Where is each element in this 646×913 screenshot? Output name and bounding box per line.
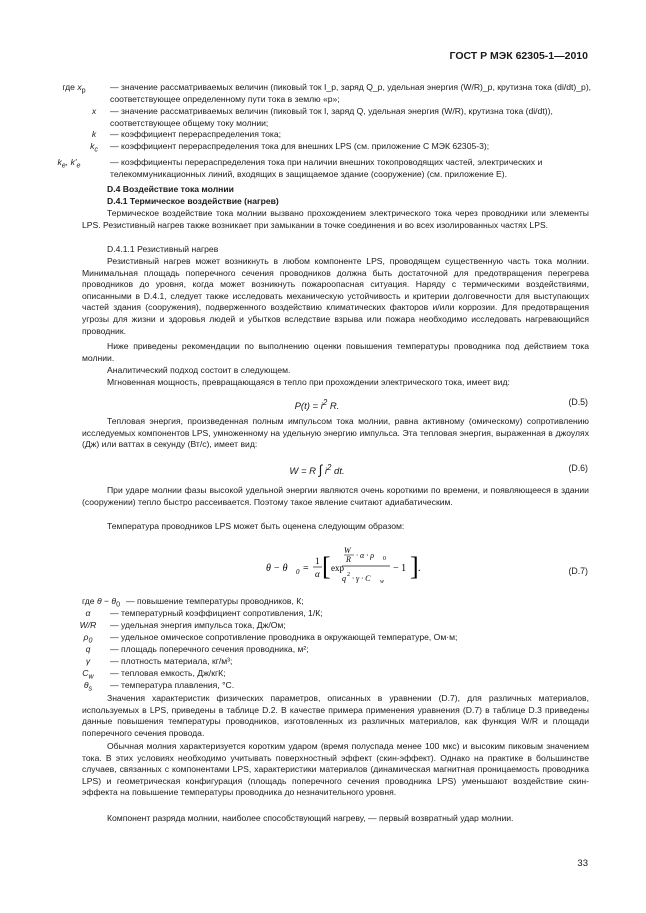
svg-text:θ − θ: θ − θ xyxy=(266,563,288,574)
definition-xp xyxy=(62,82,592,106)
paragraph: Температура проводников LPS может быть оценена следующим образом: xyxy=(107,521,405,531)
definition-symbol: где $x_p$ xyxy=(62,82,86,95)
where-text: — температурный коэффициент сопротивления, 1/К; xyxy=(110,608,323,618)
where-symbol: где $\theta - \theta_0$ xyxy=(82,596,121,609)
definition-ke xyxy=(57,157,592,181)
definition-text: — значение рассматриваемых величин (пиковый ток I, заряд Q, удельная энергия (W/R), крутизна тока (di/dt)), соответствующее общему току молнии; xyxy=(110,106,553,128)
where-text: — тепловая емкость, Дж/кгК; xyxy=(110,668,226,678)
svg-text:q: q xyxy=(342,574,346,583)
paragraph: Тепловая энергия, произведенная полным импульсом тока молнии, равна активному (омическому) сопротивлению исследуемых компонентов LPS, умноженному на удельную энергию импульса. Эта тепловая энергия, выраженная в джоулях (Дж) или ваттах в секунду (Вт/с), имеет вид: xyxy=(82,416,589,450)
svg-text:0: 0 xyxy=(296,568,300,576)
svg-text:W: W xyxy=(344,546,351,555)
where-symbol: γ xyxy=(85,656,91,666)
where-symbol: W/R xyxy=(79,620,97,630)
svg-text:1: 1 xyxy=(315,556,320,566)
definition-text: — значение рассматриваемых величин (пиковый ток I_p, заряд Q_p, удельная энергия (W/R)_p, крутизна тока (di/dt)_p), соответствующее определенному пути тока в землю «p»; xyxy=(110,82,592,104)
section-d4111: D.4.1.1 Резистивный нагрев xyxy=(107,244,219,254)
equation-d5: $P(t) = i^2$ R. xyxy=(294,398,340,413)
paragraph: Резистивный нагрев может возникнуть в любом компоненте LPS, проводящем существенную часть тока молнии. Минимальная площадь поперечного сечения проводников должна быть достаточной для предотвращения перегрева проводников до уровня, когда может возникнуть пожароопасная ситуация. Наряду с термическими воздействиями, описанными в D.4.1, следует также исследовать механическую устойчивость и критерии долговечности для выступающих частей здания (сооружения), подверженного воздействию климатических факторов и/или коррозии. Для предотвращения угрозы для жизни и здоровья людей и убытков вследствие взрыва или пожара необходимо исследовать нагревающийся проводник. xyxy=(82,256,589,336)
svg-text:w: w xyxy=(380,579,385,585)
paragraph: Ниже приведены рекомендации по выполнению оценки повышения температуры проводника под действием тока молнии. xyxy=(82,341,589,363)
equation-number: (D.7) xyxy=(568,566,588,576)
paragraph: При ударе молнии фазы высокой удельной энергии являются очень короткими по времени, и появляющееся в здании (сооружении) тепло быстро рассеивается. Поэтому такое явление считают адиабатическим. xyxy=(82,485,589,507)
equation-number: (D.5) xyxy=(568,397,588,407)
svg-text:· γ · C: · γ · C xyxy=(352,574,371,583)
definition-k xyxy=(82,129,592,141)
where-symbol: $\rho_0$ xyxy=(83,632,93,645)
svg-text:α: α xyxy=(315,569,320,579)
svg-text:2: 2 xyxy=(347,572,350,578)
where-text: — повышение температуры проводников, К; xyxy=(126,596,304,606)
section-d41: D.4.1 Термическое воздействие (нагрев) xyxy=(107,196,279,206)
where-text: — удельное омическое сопротивление проводника в окружающей температуре, Ом·м; xyxy=(110,632,458,642)
paragraph: Значения характеристик физических параметров, описанных в уравнении (D.7), для различных материалов, используемых в LPS, приведены в таблице D.2. В качестве примера применения уравнения (D.7) в таблице D.3 приведены данные повышения температуры проводников, изготовленных из различных материалов, как функция W/R и площади поперечного сечения провода. xyxy=(82,693,589,738)
definition-kc xyxy=(82,141,592,153)
svg-text:· α · ρ: · α · ρ xyxy=(356,551,375,560)
where-symbol: α xyxy=(85,608,91,618)
definition-x xyxy=(82,106,592,130)
paragraph: Обычная молния характеризуется коротким ударом (время полуспада менее 100 мкс) и высоким пиковым значением тока. В этих условиях необходимо учитывать поверхностный эффект (скин-эффект). Однако на практике в большинстве случаев, связанных с компонентами LPS, характеристики материалов (динамическая магнитная проницаемость проводника LPS) и геометрическая конфигурация (площадь поперечного сечения проводника LPS) уменьшают воздействие скин-эффекта на повышение температуры проводника до незначительного уровня. xyxy=(82,741,589,798)
where-text: — удельная энергия импульса тока, Дж/Ом; xyxy=(110,620,286,630)
svg-text:.: . xyxy=(418,563,421,574)
svg-text:]: ] xyxy=(410,552,419,581)
definition-symbol: $k_e$, $k'_e$ xyxy=(57,157,81,170)
where-symbol: $\theta_s$ xyxy=(83,680,93,693)
svg-text:[: [ xyxy=(322,552,331,581)
equation-number: (D.6) xyxy=(568,463,588,473)
where-symbol: q xyxy=(85,644,91,654)
where-symbol: $C_w$ xyxy=(82,668,94,681)
where-text: — площадь поперечного сечения проводника, м²; xyxy=(110,644,309,654)
section-d4: D.4 Воздействие тока молнии xyxy=(107,184,234,194)
definition-symbol: k xyxy=(91,129,97,139)
svg-text:R: R xyxy=(346,555,351,564)
equation-d7 xyxy=(260,540,460,600)
definition-symbol: $k_c$ xyxy=(90,141,98,154)
definition-symbol: x xyxy=(91,106,97,116)
paragraph: Термическое воздействие тока молнии вызвано прохождением электрического тока через проводники или элементы LPS. Резистивный нагрев также возникает при замыкании в точке соединения и во всех изолированных частях LPS. xyxy=(82,208,589,230)
paragraph: Аналитический подход состоит в следующем. xyxy=(107,365,291,375)
where-text: — температура плавления, °С. xyxy=(110,680,235,690)
definition-text: — коэффициент перераспределения тока; xyxy=(110,129,282,139)
header-title: ГОСТ Р МЭК 62305-1—2010 xyxy=(449,50,588,62)
paragraph: Мгновенная мощность, превращающаяся в тепло при прохождении электрического тока, имеет вид: xyxy=(107,377,510,387)
svg-text:=: = xyxy=(303,563,309,574)
paragraph: Компонент разряда молнии, наиболее способствующий нагреву, — первый возвратный удар молнии. xyxy=(107,813,514,823)
definition-text: — коэффициенты перераспределения тока при наличии внешних токопроводящих частей, электрических и телекоммуникационных линий, входящих в защищаемое здание (сооружение) (см. приложение Е). xyxy=(110,157,543,179)
svg-text:0: 0 xyxy=(383,556,386,562)
equation-d6: W = R ∫ $i^2$ dt. xyxy=(289,462,345,478)
page-number: 33 xyxy=(577,858,588,869)
svg-text:exp: exp xyxy=(331,563,344,573)
definition-text: — коэффициент перераспределения тока для внешних LPS (см. приложение С МЭК 62305-3); xyxy=(110,141,490,151)
svg-text:− 1: − 1 xyxy=(393,563,407,574)
where-text: — плотность материала, кг/м³; xyxy=(110,656,233,666)
